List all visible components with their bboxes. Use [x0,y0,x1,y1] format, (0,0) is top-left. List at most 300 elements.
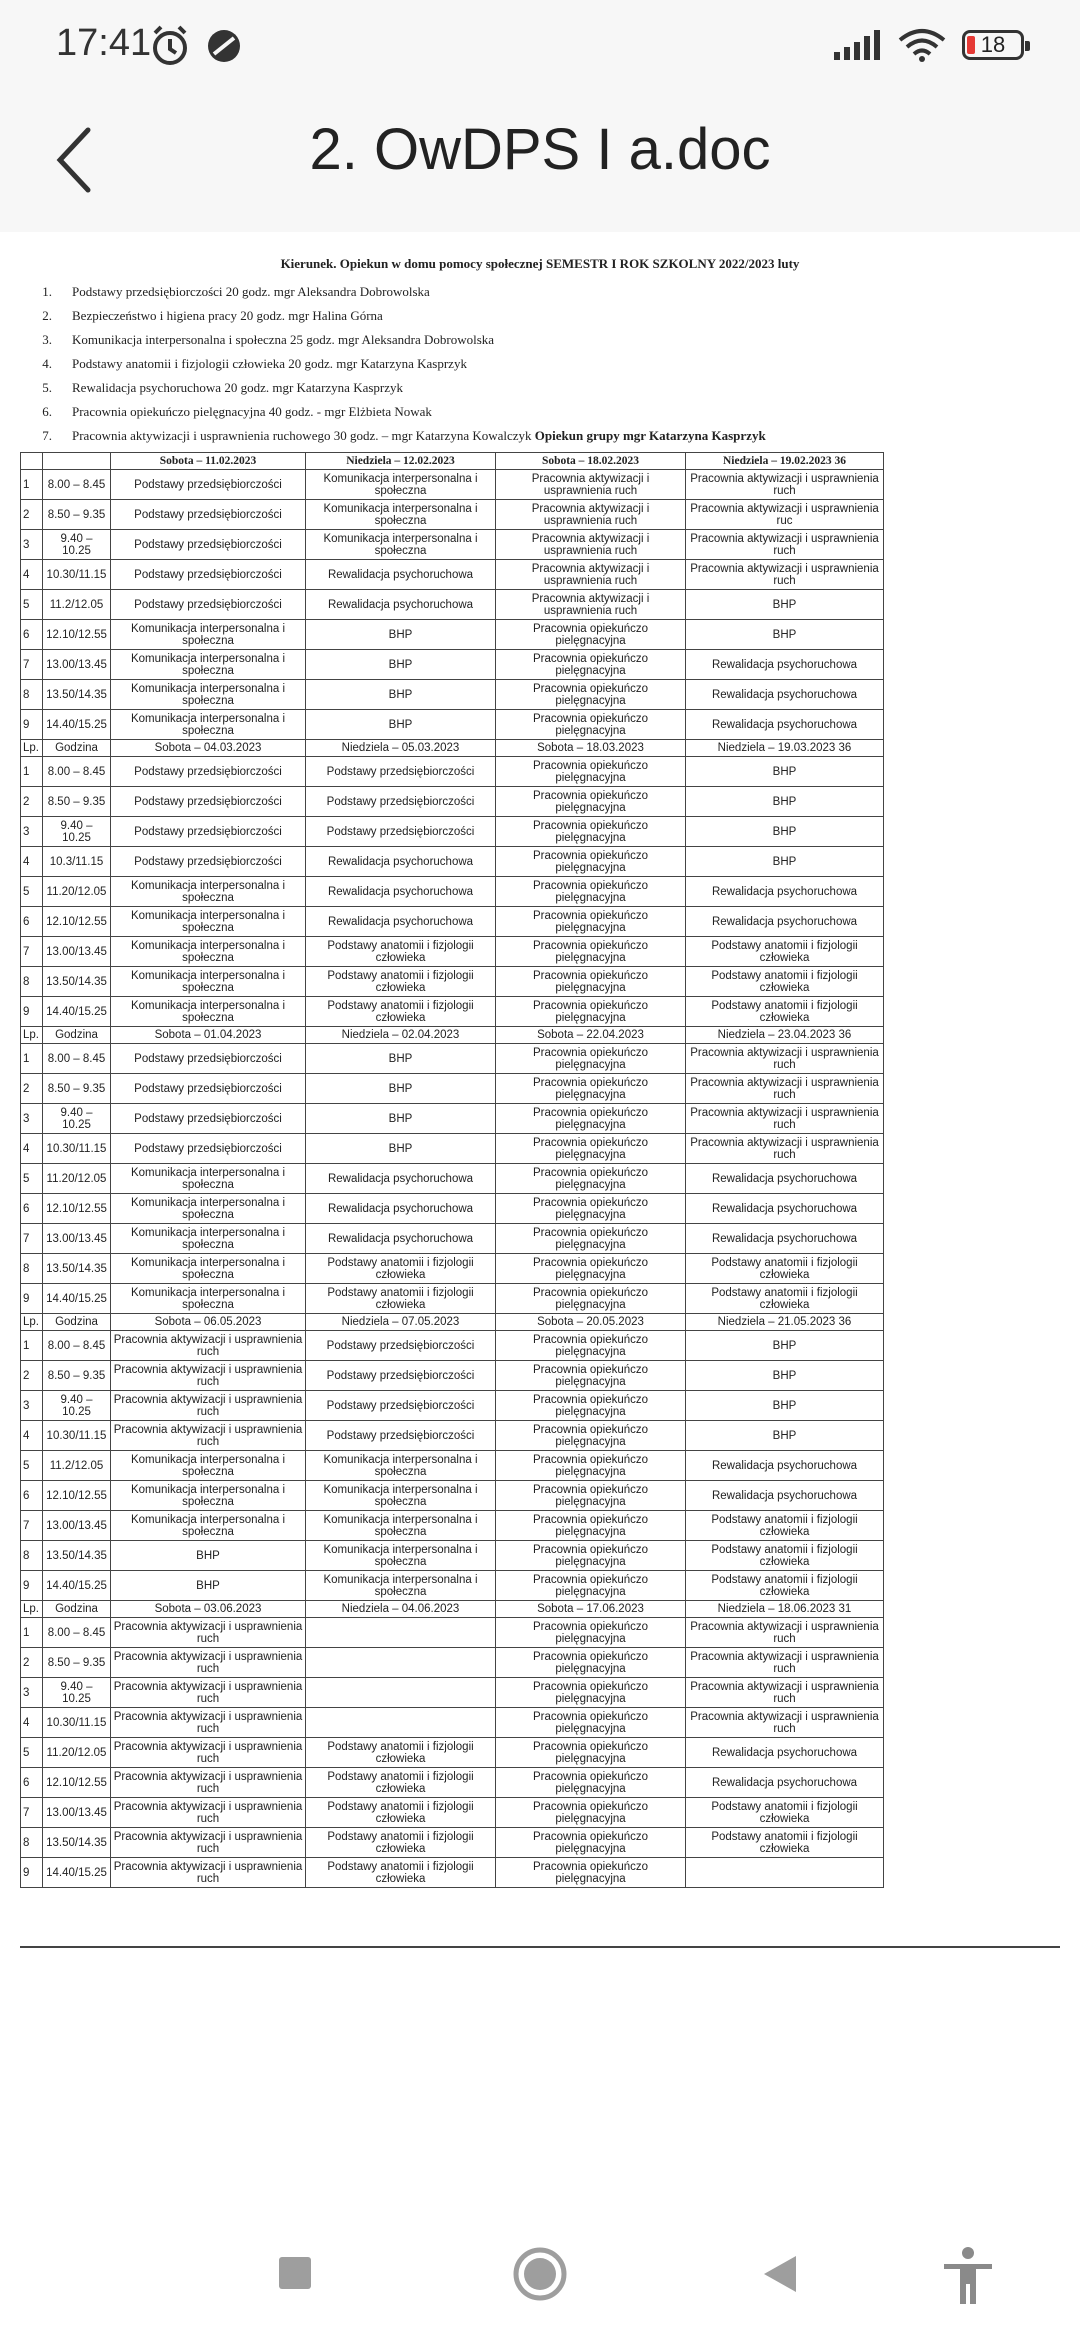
lesson-subject: Rewalidacja psychoruchowa [306,907,496,937]
lesson-subject: Komunikacja interpersonalna i społeczna [306,1511,496,1541]
lesson-number: 7 [21,937,43,967]
lesson-subject: Pracownia opiekuńczo pielęgnacyjna [496,1284,686,1314]
lesson-number: 2 [21,1074,43,1104]
lesson-subject: BHP [306,1104,496,1134]
header-cell: Niedziela – 18.06.2023 31 [686,1601,884,1618]
lesson-subject: Pracownia opiekuńczo pielęgnacyjna [496,680,686,710]
lesson-subject: Pracownia opiekuńczo pielęgnacyjna [496,847,686,877]
lesson-subject: Rewalidacja psychoruchowa [686,877,884,907]
lesson-subject: Pracownia opiekuńczo pielęgnacyjna [496,1254,686,1284]
lesson-subject: Pracownia opiekuńczo pielęgnacyjna [496,1104,686,1134]
lesson-subject: Pracownia opiekuńczo pielęgnacyjna [496,1858,686,1888]
lesson-subject: Pracownia aktywizacji i usprawnienia ruch [686,1648,884,1678]
lesson-subject: Rewalidacja psychoruchowa [306,590,496,620]
lesson-number: 4 [21,1421,43,1451]
lesson-time: 12.10/12.55 [43,620,111,650]
document-page [20,250,1060,448]
lesson-subject: Pracownia opiekuńczo pielęgnacyjna [496,1451,686,1481]
table-row [21,1618,884,1648]
lesson-subject: Rewalidacja psychoruchowa [686,680,884,710]
schedule-header-row [21,1601,884,1618]
lesson-number: 6 [21,1481,43,1511]
table-row [21,1194,884,1224]
lesson-time: 13.50/14.35 [43,1828,111,1858]
lesson-subject: Podstawy przedsiębiorczości [111,1104,306,1134]
lesson-subject: BHP [306,650,496,680]
lesson-subject: Komunikacja interpersonalna i społeczna [111,1164,306,1194]
lesson-subject [306,1618,496,1648]
lesson-number: 3 [21,1391,43,1421]
lesson-number: 7 [21,1511,43,1541]
lesson-number: 2 [21,1648,43,1678]
subject-item [20,328,1060,352]
lesson-subject: Komunikacja interpersonalna i społeczna [111,620,306,650]
lesson-number: 1 [21,757,43,787]
lesson-subject: Pracownia aktywizacji i usprawnienia ruch [686,470,884,500]
header-cell: Niedziela – 23.04.2023 36 [686,1027,884,1044]
header-cell: Niedziela – 19.02.2023 36 [686,453,884,470]
lesson-number: 2 [21,1361,43,1391]
header-cell: Niedziela – 21.05.2023 36 [686,1314,884,1331]
lesson-number: 2 [21,787,43,817]
lesson-time: 8.00 – 8.45 [43,470,111,500]
lesson-time: 13.50/14.35 [43,967,111,997]
lesson-subject: Podstawy anatomii i fizjologii człowieka [306,1738,496,1768]
subject-number: 6. [42,404,52,419]
lesson-subject: Pracownia opiekuńczo pielęgnacyjna [496,1541,686,1571]
lesson-subject: Podstawy anatomii i fizjologii człowieka [686,1541,884,1571]
lesson-number: 6 [21,907,43,937]
lesson-subject: Podstawy przedsiębiorczości [111,560,306,590]
lesson-subject: Pracownia aktywizacji i usprawnienia ruch [111,1798,306,1828]
subject-text: Rewalidacja psychoruchowa 20 godz. mgr Katarzyna Kasprzyk [72,380,404,395]
lesson-time: 8.00 – 8.45 [43,1618,111,1648]
header-cell: Godzina [43,1601,111,1618]
lesson-subject: Podstawy anatomii i fizjologii człowieka [306,997,496,1027]
lesson-subject: Pracownia opiekuńczo pielęgnacyjna [496,1331,686,1361]
lesson-subject: Rewalidacja psychoruchowa [686,1451,884,1481]
lesson-subject: Komunikacja interpersonalna i społeczna [306,1541,496,1571]
lesson-subject: Komunikacja interpersonalna i społeczna [111,1511,306,1541]
header-cell: Lp. [21,740,43,757]
lesson-subject: Komunikacja interpersonalna i społeczna [111,1284,306,1314]
header-cell: Lp. [21,1027,43,1044]
lesson-subject: Podstawy anatomii i fizjologii człowieka [306,1768,496,1798]
lesson-number: 1 [21,1618,43,1648]
lesson-subject: BHP [686,1421,884,1451]
table-row [21,997,884,1027]
lesson-time: 11.2/12.05 [43,1451,111,1481]
lesson-time: 13.00/13.45 [43,1224,111,1254]
subject-number: 2. [42,308,52,323]
lesson-time: 13.50/14.35 [43,680,111,710]
battery-icon [962,30,1024,60]
lesson-subject: Pracownia aktywizacji i usprawnienia ruch [686,1074,884,1104]
lesson-number: 4 [21,847,43,877]
header-cell [21,453,43,470]
table-row [21,1798,884,1828]
lesson-subject: Podstawy anatomii i fizjologii człowieka [686,997,884,1027]
lesson-subject: BHP [111,1571,306,1601]
lesson-subject: Podstawy anatomii i fizjologii człowieka [306,1858,496,1888]
table-row [21,1708,884,1738]
header-cell: Sobota – 03.06.2023 [111,1601,306,1618]
lesson-subject: Pracownia opiekuńczo pielęgnacyjna [496,757,686,787]
lesson-subject: Komunikacja interpersonalna i społeczna [111,1451,306,1481]
lesson-time: 12.10/12.55 [43,1481,111,1511]
app-bar [0,92,1080,232]
schedule-header-row [21,740,884,757]
lesson-subject: Pracownia opiekuńczo pielęgnacyjna [496,1828,686,1858]
table-row [21,1678,884,1708]
lesson-subject: Podstawy anatomii i fizjologii człowieka [686,1798,884,1828]
lesson-subject: BHP [306,1134,496,1164]
lesson-subject: Pracownia aktywizacji i usprawnienia ruch [111,1828,306,1858]
lesson-subject: Pracownia aktywizacji i usprawnienia ruch [496,500,686,530]
lesson-subject: BHP [686,1331,884,1361]
lesson-subject: Pracownia aktywizacji i usprawnienia ruch [496,530,686,560]
header-cell: Niedziela – 19.03.2023 36 [686,740,884,757]
lesson-subject: BHP [686,787,884,817]
lesson-subject: Podstawy przedsiębiorczości [306,1331,496,1361]
lesson-time: 14.40/15.25 [43,1858,111,1888]
table-row [21,1541,884,1571]
document-heading: Kierunek. Opiekun w domu pomocy społecznej SEMESTR I ROK SZKOLNY 2022/2023 luty [280,256,800,271]
header-cell: Sobota – 22.04.2023 [496,1027,686,1044]
lesson-subject: BHP [306,1074,496,1104]
lesson-subject: Pracownia opiekuńczo pielęgnacyjna [496,877,686,907]
group-tutor: Opiekun grupy mgr Katarzyna Kasprzyk [534,428,766,443]
signal-icon [834,30,882,60]
lesson-time: 9.40 – 10.25 [43,530,111,560]
lesson-number: 3 [21,530,43,560]
table-row [21,1421,884,1451]
lesson-subject: Pracownia opiekuńczo pielęgnacyjna [496,1074,686,1104]
lesson-time: 13.00/13.45 [43,937,111,967]
table-row [21,620,884,650]
lesson-subject: Rewalidacja psychoruchowa [686,650,884,680]
lesson-time: 11.2/12.05 [43,590,111,620]
lesson-time: 9.40 – 10.25 [43,817,111,847]
lesson-time: 13.00/13.45 [43,650,111,680]
table-row [21,757,884,787]
lesson-subject: Rewalidacja psychoruchowa [686,907,884,937]
lesson-subject: Pracownia aktywizacji i usprawnienia ruc [686,500,884,530]
lesson-time: 14.40/15.25 [43,1284,111,1314]
schedule-header-row [21,1027,884,1044]
lesson-subject: Pracownia opiekuńczo pielęgnacyjna [496,967,686,997]
lesson-subject: Pracownia aktywizacji i usprawnienia ruch [496,560,686,590]
lesson-time: 9.40 – 10.25 [43,1104,111,1134]
table-row [21,787,884,817]
lesson-subject: Pracownia opiekuńczo pielęgnacyjna [496,1768,686,1798]
table-row [21,650,884,680]
table-row [21,710,884,740]
lesson-subject: Podstawy przedsiębiorczości [306,1361,496,1391]
lesson-time: 8.50 – 9.35 [43,1648,111,1678]
navigation-bar [0,2200,1080,2340]
lesson-subject: Rewalidacja psychoruchowa [306,1194,496,1224]
header-cell: Lp. [21,1601,43,1618]
lesson-time: 10.30/11.15 [43,1134,111,1164]
lesson-subject: Podstawy przedsiębiorczości [111,817,306,847]
lesson-number: 3 [21,1678,43,1708]
lesson-subject: Pracownia aktywizacji i usprawnienia ruch [686,530,884,560]
battery-level: 18 [980,32,1006,57]
lesson-subject: Pracownia aktywizacji i usprawnienia ruch [496,590,686,620]
lesson-time: 9.40 – 10.25 [43,1391,111,1421]
lesson-subject: Pracownia opiekuńczo pielęgnacyjna [496,1044,686,1074]
subject-number: 4. [42,356,52,371]
status-bar [0,0,1080,92]
lesson-subject: Pracownia opiekuńczo pielęgnacyjna [496,907,686,937]
lesson-subject: Podstawy anatomii i fizjologii człowieka [686,1828,884,1858]
lesson-subject: Pracownia opiekuńczo pielęgnacyjna [496,1224,686,1254]
lesson-subject: BHP [686,620,884,650]
lesson-subject: Podstawy anatomii i fizjologii człowieka [686,967,884,997]
lesson-subject: Pracownia aktywizacji i usprawnienia ruch [111,1648,306,1678]
lesson-subject: Podstawy anatomii i fizjologii człowieka [306,1798,496,1828]
lesson-number: 5 [21,590,43,620]
lesson-number: 3 [21,817,43,847]
alarm-icon [150,24,190,68]
table-row [21,1738,884,1768]
lesson-subject [306,1678,496,1708]
lesson-subject: Komunikacja interpersonalna i społeczna [306,1571,496,1601]
lesson-subject: Podstawy przedsiębiorczości [111,1074,306,1104]
subject-item [20,400,1060,424]
lesson-time: 11.20/12.05 [43,1164,111,1194]
recents-square-icon[interactable] [278,2256,312,2290]
lesson-subject: Komunikacja interpersonalna i społeczna [111,937,306,967]
table-row [21,1104,884,1134]
table-row [21,1074,884,1104]
subject-list [20,280,1060,448]
lesson-number: 6 [21,1194,43,1224]
table-row [21,470,884,500]
lesson-subject: Podstawy anatomii i fizjologii człowieka [686,937,884,967]
document-title: 2. OwDPS I a.doc [309,117,771,182]
lesson-subject: Pracownia opiekuńczo pielęgnacyjna [496,1391,686,1421]
header-cell: Sobota – 11.02.2023 [111,453,306,470]
lesson-time: 13.50/14.35 [43,1541,111,1571]
lesson-subject: Podstawy przedsiębiorczości [111,530,306,560]
lesson-time: 9.40 – 10.25 [43,1678,111,1708]
lesson-number: 9 [21,1284,43,1314]
lesson-number: 4 [21,1708,43,1738]
table-row [21,907,884,937]
lesson-number: 7 [21,1224,43,1254]
lesson-time: 11.20/12.05 [43,877,111,907]
lesson-subject: Podstawy przedsiębiorczości [306,1391,496,1421]
lesson-subject: Pracownia opiekuńczo pielęgnacyjna [496,650,686,680]
lesson-subject: Pracownia opiekuńczo pielęgnacyjna [496,817,686,847]
lesson-subject: Komunikacja interpersonalna i społeczna [111,1194,306,1224]
header-cell: Niedziela – 04.06.2023 [306,1601,496,1618]
lesson-number: 6 [21,1768,43,1798]
lesson-number: 7 [21,650,43,680]
lesson-number: 2 [21,500,43,530]
lesson-subject: Pracownia opiekuńczo pielęgnacyjna [496,1571,686,1601]
lesson-subject: Rewalidacja psychoruchowa [306,1164,496,1194]
lesson-subject: Podstawy przedsiębiorczości [111,590,306,620]
home-circle-icon[interactable] [512,2246,568,2302]
table-row [21,1164,884,1194]
subject-text: Podstawy anatomii i fizjologii człowieka 20 godz. mgr Katarzyna Kasprzyk [72,356,467,371]
lesson-number: 6 [21,620,43,650]
lesson-subject: Podstawy anatomii i fizjologii człowieka [306,1828,496,1858]
lesson-time: 8.00 – 8.45 [43,1044,111,1074]
lesson-subject: Komunikacja interpersonalna i społeczna [111,1481,306,1511]
lesson-time: 13.50/14.35 [43,1254,111,1284]
lesson-subject: Pracownia aktywizacji i usprawnienia ruch [111,1708,306,1738]
lesson-subject: Rewalidacja psychoruchowa [686,1164,884,1194]
subject-number: 7. [42,428,52,443]
lesson-number: 5 [21,1451,43,1481]
lesson-subject: Pracownia aktywizacji i usprawnienia ruch [496,470,686,500]
lesson-subject: Pracownia aktywizacji i usprawnienia ruch [686,1134,884,1164]
lesson-subject: Podstawy przedsiębiorczości [111,500,306,530]
lesson-time: 11.20/12.05 [43,1738,111,1768]
lesson-time: 14.40/15.25 [43,1571,111,1601]
lesson-number: 5 [21,1164,43,1194]
schedule-header-row [21,1314,884,1331]
lesson-subject [686,1858,884,1888]
lesson-subject: Rewalidacja psychoruchowa [686,1481,884,1511]
lesson-subject: Komunikacja interpersonalna i społeczna [111,907,306,937]
header-cell: Niedziela – 12.02.2023 [306,453,496,470]
lesson-subject: Pracownia aktywizacji i usprawnienia ruch [111,1361,306,1391]
table-row [21,1254,884,1284]
lesson-subject: Komunikacja interpersonalna i społeczna [111,967,306,997]
lesson-subject: Komunikacja interpersonalna i społeczna [111,1254,306,1284]
lesson-subject: Podstawy przedsiębiorczości [111,757,306,787]
lesson-subject: Rewalidacja psychoruchowa [686,710,884,740]
lesson-subject: Pracownia aktywizacji i usprawnienia ruch [111,1858,306,1888]
lesson-subject: Rewalidacja psychoruchowa [686,1194,884,1224]
subject-text: Pracownia opiekuńczo pielęgnacyjna 40 godz. - mgr Elżbieta Nowak [72,404,432,419]
table-row [21,1828,884,1858]
lesson-subject: BHP [686,1391,884,1421]
lesson-subject: Pracownia aktywizacji i usprawnienia ruch [686,560,884,590]
lesson-number: 5 [21,1738,43,1768]
lesson-subject: BHP [686,817,884,847]
table-row [21,560,884,590]
lesson-time: 12.10/12.55 [43,907,111,937]
accessibility-icon[interactable] [940,2246,996,2306]
lesson-subject: Pracownia aktywizacji i usprawnienia ruch [686,1708,884,1738]
lesson-subject: Podstawy anatomii i fizjologii człowieka [306,1254,496,1284]
table-row [21,530,884,560]
lesson-subject: Pracownia aktywizacji i usprawnienia ruch [111,1618,306,1648]
lesson-subject: Pracownia opiekuńczo pielęgnacyjna [496,620,686,650]
lesson-subject: BHP [686,590,884,620]
lesson-subject: Komunikacja interpersonalna i społeczna [111,710,306,740]
lesson-subject [306,1708,496,1738]
lesson-subject: Rewalidacja psychoruchowa [686,1224,884,1254]
lesson-time: 12.10/12.55 [43,1194,111,1224]
lesson-subject: Pracownia opiekuńczo pielęgnacyjna [496,1134,686,1164]
lesson-number: 8 [21,1541,43,1571]
lesson-time: 14.40/15.25 [43,997,111,1027]
header-cell: Sobota – 04.03.2023 [111,740,306,757]
lesson-subject: Pracownia aktywizacji i usprawnienia ruch [686,1044,884,1074]
lesson-subject: Podstawy anatomii i fizjologii człowieka [686,1284,884,1314]
table-row [21,1451,884,1481]
lesson-subject: Podstawy przedsiębiorczości [306,817,496,847]
lesson-subject: Pracownia opiekuńczo pielęgnacyjna [496,787,686,817]
lesson-subject: Pracownia aktywizacji i usprawnienia ruch [111,1331,306,1361]
subject-item [20,424,1060,448]
lesson-time: 10.3/11.15 [43,847,111,877]
table-row [21,1331,884,1361]
lesson-subject: Pracownia opiekuńczo pielęgnacyjna [496,1511,686,1541]
lesson-subject: Komunikacja interpersonalna i społeczna [111,997,306,1027]
lesson-number: 9 [21,1858,43,1888]
lesson-time: 8.50 – 9.35 [43,1074,111,1104]
subject-item [20,352,1060,376]
lesson-number: 3 [21,1104,43,1134]
lesson-subject: Podstawy anatomii i fizjologii człowieka [686,1511,884,1541]
lesson-subject: Komunikacja interpersonalna i społeczna [306,470,496,500]
lesson-number: 4 [21,560,43,590]
back-triangle-icon[interactable] [762,2254,798,2294]
lesson-subject: Pracownia opiekuńczo pielęgnacyjna [496,1738,686,1768]
lesson-time: 12.10/12.55 [43,1768,111,1798]
lesson-subject: Podstawy przedsiębiorczości [306,1421,496,1451]
lesson-subject: Pracownia aktywizacji i usprawnienia ruch [686,1104,884,1134]
lesson-subject: Pracownia opiekuńczo pielęgnacyjna [496,997,686,1027]
subject-item [20,280,1060,304]
lesson-number: 4 [21,1134,43,1164]
schedule-header-row [21,453,884,470]
subject-item [20,304,1060,328]
lesson-subject: BHP [111,1541,306,1571]
lesson-subject: BHP [306,680,496,710]
header-cell: Sobota – 17.06.2023 [496,1601,686,1618]
table-row [21,1044,884,1074]
header-cell: Sobota – 20.05.2023 [496,1314,686,1331]
lesson-time: 8.50 – 9.35 [43,1361,111,1391]
table-row [21,1648,884,1678]
lesson-subject: Pracownia aktywizacji i usprawnienia ruch [111,1421,306,1451]
lesson-subject: Rewalidacja psychoruchowa [686,1768,884,1798]
lesson-subject: Komunikacja interpersonalna i społeczna [306,500,496,530]
header-cell: Sobota – 18.03.2023 [496,740,686,757]
lesson-subject: Podstawy anatomii i fizjologii człowieka [686,1254,884,1284]
subject-number: 1. [42,284,52,299]
lesson-subject: Rewalidacja psychoruchowa [306,560,496,590]
header-cell: Niedziela – 02.04.2023 [306,1027,496,1044]
page-bottom-rule [20,1946,1060,1948]
lesson-subject: Podstawy przedsiębiorczości [306,757,496,787]
lesson-subject: Pracownia opiekuńczo pielęgnacyjna [496,1618,686,1648]
status-icons-left [150,24,244,68]
lesson-subject: Komunikacja interpersonalna i społeczna [306,530,496,560]
header-cell: Lp. [21,1314,43,1331]
lesson-subject: Komunikacja interpersonalna i społeczna [111,680,306,710]
table-row [21,590,884,620]
lesson-subject: Pracownia opiekuńczo pielęgnacyjna [496,1648,686,1678]
table-row [21,1284,884,1314]
table-row [21,817,884,847]
lesson-subject: Podstawy przedsiębiorczości [111,847,306,877]
header-cell: Niedziela – 07.05.2023 [306,1314,496,1331]
lesson-subject: Rewalidacja psychoruchowa [686,1738,884,1768]
lesson-time: 8.50 – 9.35 [43,787,111,817]
lesson-subject: Pracownia opiekuńczo pielęgnacyjna [496,1194,686,1224]
subject-number: 3. [42,332,52,347]
